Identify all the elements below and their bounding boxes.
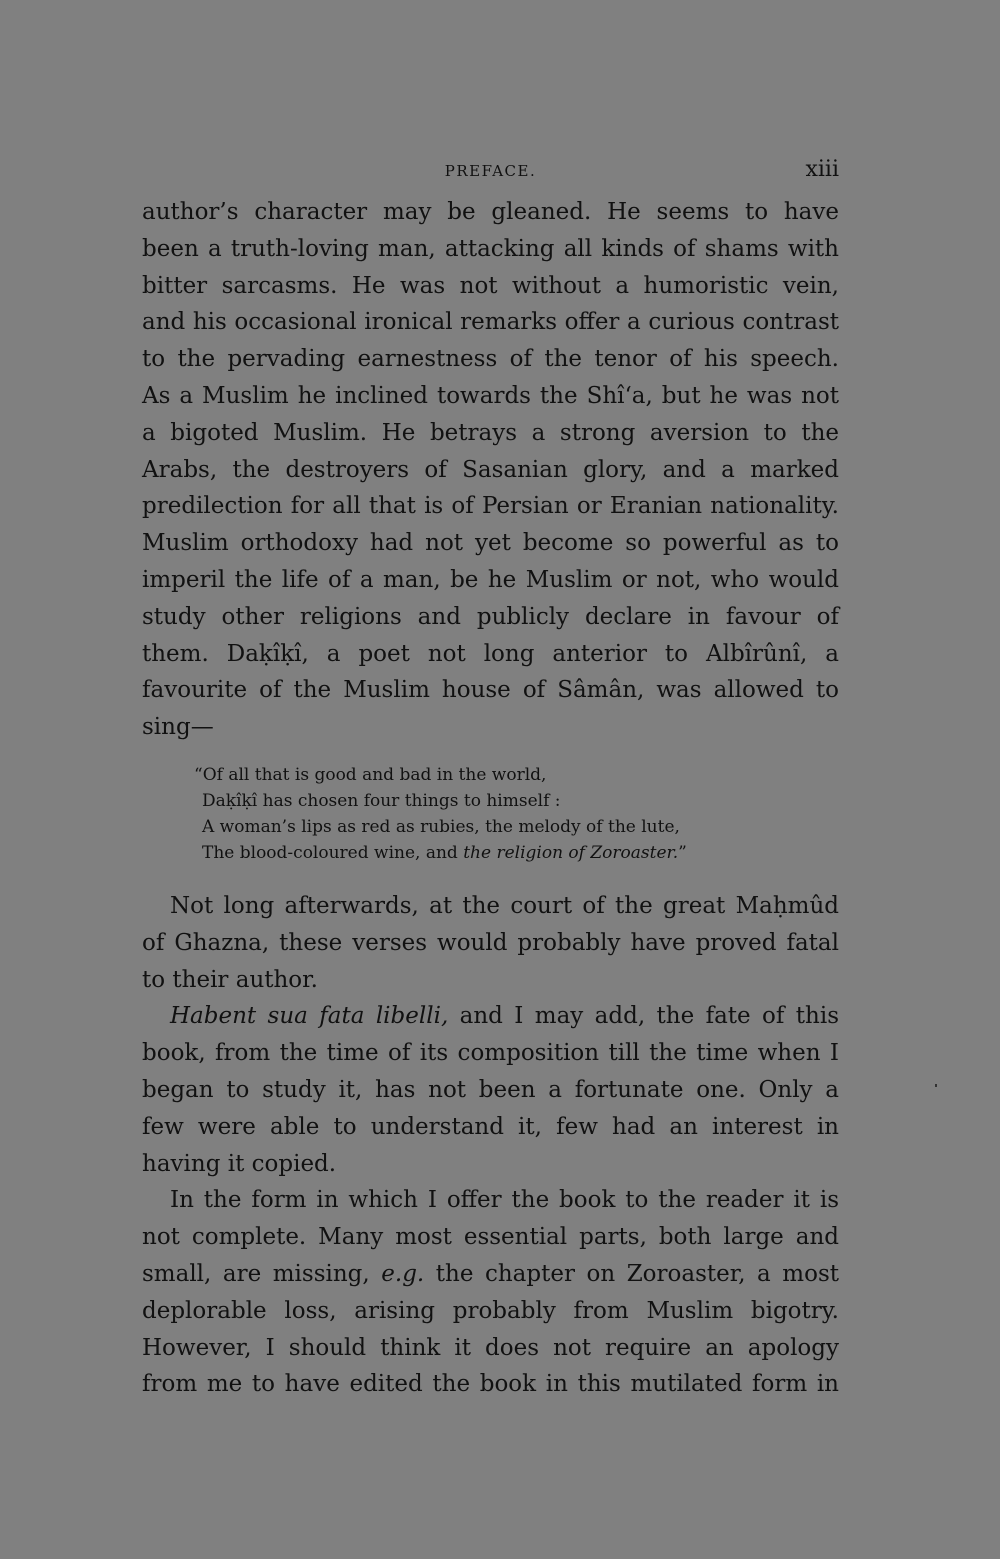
text-line-rest: the chapter on Zoroaster, a most xyxy=(424,1260,840,1287)
latin-phrase: Habent sua fata libelli, xyxy=(170,1003,449,1030)
text-line: having it copied. xyxy=(142,1150,337,1177)
text-line: Arabs, the destroyers of Sasanian glory, and a marked xyxy=(142,456,839,483)
text-line: to their author. xyxy=(142,966,318,993)
book-page xyxy=(142,150,839,1403)
text-line: to the pervading earnestness of the tenor of his speech. xyxy=(142,346,839,373)
abbreviation-eg: e.g. xyxy=(381,1260,425,1287)
verse-quotation xyxy=(194,762,839,866)
page-header xyxy=(142,150,839,194)
text-line: study other religions and publicly declare in favour of xyxy=(142,603,839,630)
text-line: deplorable loss, arising probably from Muslim bigotry. xyxy=(142,1297,839,1324)
text-line-rest: and I may add, the fate of this xyxy=(448,1003,839,1030)
text-line: of Ghazna, these verses would probably have proved fatal xyxy=(142,929,839,956)
verse-italic-phrase: the religion of Zoroaster. xyxy=(463,842,679,863)
closing-quote: ” xyxy=(678,842,687,863)
page-number: xiii xyxy=(805,157,839,182)
text-line: bitter sarcasms. He was not without a humoristic vein, xyxy=(142,272,839,299)
text-line: sing— xyxy=(142,714,214,741)
text-line: few were able to understand it, few had an interest in xyxy=(142,1113,839,1140)
verse-line: “Of all that is good and bad in the world, xyxy=(194,764,547,785)
text-line: In the form in which I offer the book to the reader it is xyxy=(170,1187,839,1214)
text-line-start: small, are missing, xyxy=(142,1260,382,1287)
verse-line xyxy=(202,840,839,866)
scan-speck xyxy=(935,1084,937,1087)
text-line: imperil the life of a man, be he Muslim or not, who would xyxy=(142,566,839,593)
text-line xyxy=(142,998,839,1035)
text-line: favourite of the Muslim house of Sâmân, was allowed to xyxy=(142,677,839,704)
text-line: predilection for all that is of Persian or Eranian nationality. xyxy=(142,493,839,520)
text-line: not complete. Many most essential parts, both large and xyxy=(142,1224,839,1251)
text-line: began to study it, has not been a fortunate one. Only a xyxy=(142,1076,839,1103)
text-line xyxy=(142,1256,839,1293)
text-line: a bigoted Muslim. He betrays a strong aversion to the xyxy=(142,419,839,446)
text-line: As a Muslim he inclined towards the Shî‘a, but he was not xyxy=(142,382,839,409)
paragraph-incomplete-form xyxy=(142,1182,839,1403)
text-line: Not long afterwards, at the court of the great Maḥmûd xyxy=(170,892,839,919)
text-line: book, from the time of its composition till the time when I xyxy=(142,1040,839,1067)
text-line: author’s character may be gleaned. He seems to have xyxy=(142,199,839,225)
verse-line-text: The blood-coloured wine, and xyxy=(202,842,464,863)
running-head: PREFACE. xyxy=(444,162,537,180)
verse-line: Daḳîḳî has chosen four things to himself : xyxy=(202,790,561,811)
paragraph-character-of-author xyxy=(142,194,839,746)
text-line: from me to have edited the book in this mutilated form in xyxy=(142,1371,839,1398)
text-line: However, I should think it does not require an apology xyxy=(142,1334,839,1361)
verse-line: A woman’s lips as red as rubies, the melody of the lute, xyxy=(202,816,680,837)
text-line: them. Daḳîḳî, a poet not long anterior to Albîrûnî, a xyxy=(142,640,839,667)
paragraph-habent-sua-fata xyxy=(142,998,839,1182)
text-line: Muslim orthodoxy had not yet become so powerful as to xyxy=(142,530,839,557)
body-text xyxy=(142,194,839,1403)
text-line: and his occasional ironical remarks offer a curious contrast xyxy=(142,309,839,336)
paragraph-mahmud xyxy=(142,888,839,998)
text-line: been a truth-loving man, attacking all kinds of shams with xyxy=(142,235,839,262)
